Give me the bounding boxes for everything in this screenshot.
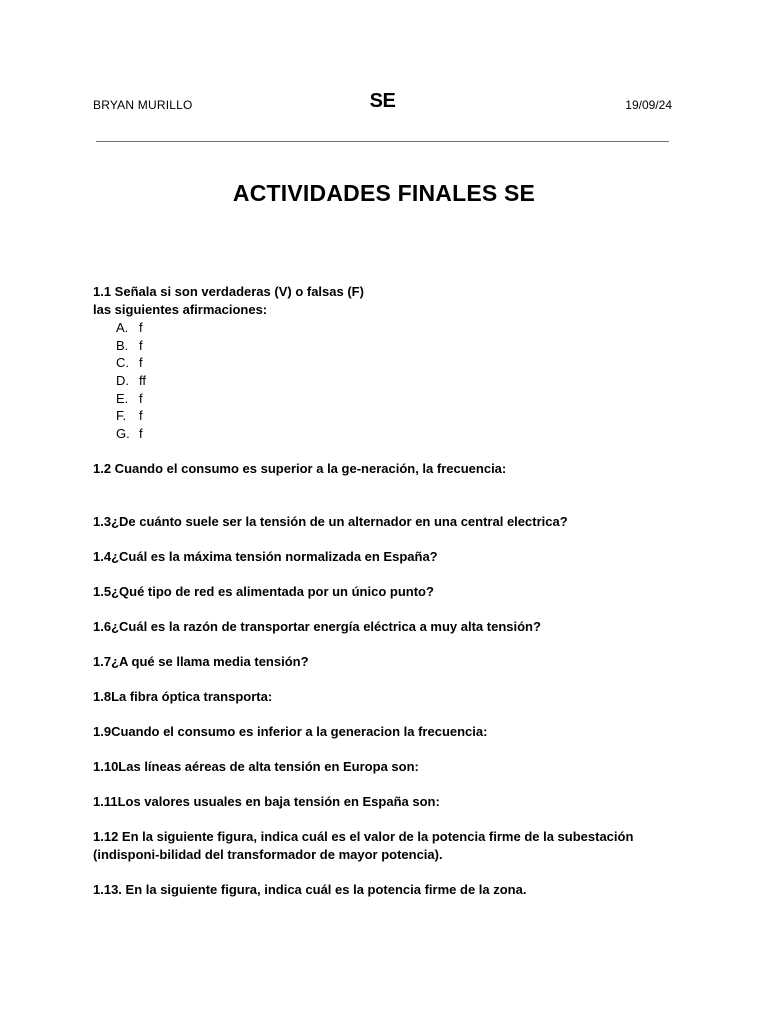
page-header bbox=[93, 90, 672, 120]
answer-item bbox=[116, 390, 653, 408]
question-1-1 bbox=[93, 283, 653, 319]
answer-value: f bbox=[139, 408, 143, 424]
answer-item bbox=[116, 425, 653, 443]
question-1-1-line-2: las siguientes afirmaciones: bbox=[93, 302, 268, 317]
answer-letter: B. bbox=[116, 337, 129, 353]
answer-value: ff bbox=[139, 373, 146, 389]
answer-value: f bbox=[139, 320, 143, 335]
answer-letter: A. bbox=[116, 320, 129, 335]
question-1-9: 1.9Cuando el consumo es inferior a la generacion la frecuencia: bbox=[93, 723, 488, 739]
answer-value: f bbox=[139, 426, 143, 442]
header-divider bbox=[96, 141, 669, 142]
question-1-11: 1.11Los valores usuales en baja tensión en España son: bbox=[93, 793, 440, 809]
question-1-6: 1.6¿Cuál es la razón de transportar energía eléctrica a muy alta tensión? bbox=[93, 618, 541, 634]
question-1-4: 1.4¿Cuál es la máxima tensión normalizada en España? bbox=[93, 548, 438, 564]
answer-item bbox=[116, 372, 653, 390]
answer-letter: F. bbox=[116, 408, 127, 424]
question-1-10: 1.10Las líneas aéreas de alta tensión en Europa son: bbox=[93, 758, 419, 774]
header-date: 19/09/24 bbox=[625, 98, 672, 112]
answer-item bbox=[116, 337, 653, 355]
answer-letter: D. bbox=[116, 373, 129, 389]
answer-item bbox=[116, 319, 653, 337]
question-1-13: 1.13. En la siguiente figura, indica cuál es la potencia firme de la zona. bbox=[93, 881, 527, 897]
subject-label: SE bbox=[369, 90, 396, 112]
question-1-5: 1.5¿Qué tipo de red es alimentada por un único punto? bbox=[93, 583, 434, 599]
author-name: BRYAN MURILLO bbox=[93, 98, 193, 112]
answer-value: f bbox=[139, 390, 143, 406]
answer-letter: E. bbox=[116, 390, 129, 406]
answer-value: f bbox=[139, 355, 143, 371]
question-1-1-line-1: 1.1 Señala si son verdaderas (V) o falsas (F) bbox=[93, 284, 364, 299]
answer-letter: G. bbox=[116, 426, 130, 442]
answers-list bbox=[93, 319, 653, 443]
answer-item bbox=[116, 407, 653, 425]
document-title: ACTIVIDADES FINALES SE bbox=[232, 180, 536, 206]
questions-section bbox=[93, 283, 653, 899]
question-1-2: 1.2 Cuando el consumo es superior a la ge-neración, la frecuencia: bbox=[93, 460, 507, 476]
question-1-3: 1.3¿De cuánto suele ser la tensión de un alternador en una central electrica? bbox=[93, 513, 568, 529]
answer-value: f bbox=[139, 337, 143, 353]
question-1-8: 1.8La fibra óptica transporta: bbox=[93, 688, 273, 704]
question-1-12: 1.12 En la siguiente figura, indica cuál es el valor de la potencia firme de la subestación (indisponi-bilidad del transformador de mayor potencia). bbox=[93, 828, 634, 862]
question-1-7: 1.7¿A qué se llama media tensión? bbox=[93, 653, 309, 669]
answer-item bbox=[116, 354, 653, 372]
answer-letter: C. bbox=[116, 355, 129, 371]
